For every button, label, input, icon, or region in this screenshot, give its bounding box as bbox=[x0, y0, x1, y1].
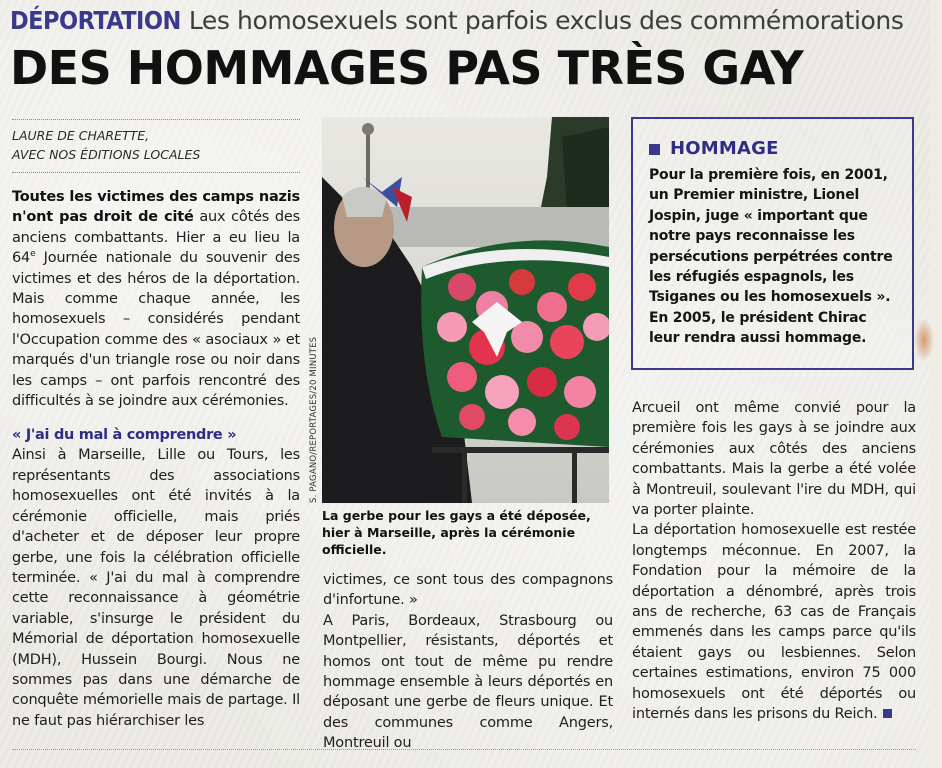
subhead: « J'ai du mal à comprendre » bbox=[12, 427, 237, 444]
square-bullet-icon bbox=[649, 144, 660, 155]
article-column-2 bbox=[323, 570, 613, 754]
photo-credit bbox=[309, 493, 319, 503]
sidebar-hommage bbox=[631, 117, 914, 370]
sidebar-body: Pour la première fois, en 2001, un Premier ministre, Lionel Jospin, juge « important que notre pays reconnaisse les persécutions perpétrées contre les réfugiés espagnols, les Tsiganes ou les homosexuels ». En 2005, le président Chirac leur rendra aussi hommage. bbox=[649, 167, 893, 347]
end-mark-icon bbox=[883, 709, 892, 718]
article-column-3 bbox=[632, 398, 916, 725]
byline-credit: AVEC NOS ÉDITIONS LOCALES bbox=[12, 147, 201, 162]
photo-caption: La gerbe pour les gays a été déposée, hier à Marseille, après la cérémonie officielle. bbox=[322, 508, 591, 557]
kicker-text: Les homosexuels sont parfois exclus des commémorations bbox=[188, 6, 904, 35]
paragraph-marseille: Ainsi à Marseille, Lille ou Tours, les représentants des associations homosexuelles ont été invités à la cérémonie officielle, mais priés d'acheter et de déposer leur propre gerbe, une fois la célébration officielle terminée. « J'ai du mal à comprendre cette reconnaissance à géométrie variable, s'insurge le président du Mémorial de déportation homosexuelle (MDH), Hussein Bourgi. Nous ne sommes pas dans une démarche de conquête mémorielle mais de partage. Il ne faut pas hiérarchiser les bbox=[12, 447, 300, 729]
kicker-section: DÉPORTATION bbox=[10, 6, 181, 35]
headline: DES HOMMAGES PAS TRÈS GAY bbox=[10, 41, 804, 95]
article-column-1 bbox=[12, 187, 300, 731]
kicker bbox=[10, 4, 910, 38]
sidebar-title-row bbox=[649, 139, 896, 159]
lead-paragraph bbox=[12, 187, 300, 411]
bottom-rule bbox=[12, 749, 916, 750]
lead-bold: Toutes les victimes des camps nazis n'ont pas droit de cité bbox=[12, 189, 300, 226]
byline-author: LAURE DE CHARETTE, bbox=[12, 128, 150, 143]
paragraph-paris: A Paris, Bordeaux, Strasbourg ou Montpellier, résistants, déportés et homos ont tout de même pu rendre hommage ensemble à leurs déportés en déposant une gerbe de fleurs unique. Et des communes comme Angers, Montreuil ou bbox=[323, 612, 613, 752]
lead-text-1: aux côtés des anciens combattants. Hier a eu lieu la 64 bbox=[12, 209, 300, 267]
paragraph-arcueil: Arcueil ont même convié pour la première fois les gays à se joindre aux cérémonies aux côtés des anciens combattants. Mais la gerbe a été volée à Montreuil, soulevant l'ire du MDH, qui va porter plainte. bbox=[632, 400, 916, 519]
paragraph-infortune: victimes, ce sont tous des compagnons d'infortune. » bbox=[323, 572, 613, 609]
byline bbox=[12, 119, 300, 173]
paragraph-deportation bbox=[632, 520, 916, 724]
lead-text-2: Journée nationale du souvenir des victimes et des héros de la déportation. Mais comme chaque année, les homosexuels – considérés pendant l'Occupation comme des « asociaux » et marqués d'un triangle rose ou noir dans les camps – ont parfois rencontré des difficultés à se joindre aux cérémonies. bbox=[12, 250, 300, 410]
lead-superscript: e bbox=[30, 249, 36, 260]
paper-stain bbox=[914, 318, 934, 362]
photo-illustration bbox=[322, 117, 609, 503]
sidebar-title: HOMMAGE bbox=[670, 138, 779, 159]
paragraph-deportation-text: La déportation homosexuelle est restée longtemps méconnue. En 2007, la Fondation pour la mémoire de la déportation a dénombré, après trois ans de recherche, 63 cas de Français emmenés dans les camps parce qu'ils étaient gays ou lesbiennes. Selon certaines estimations, environ 75 000 homosexuels ont été déportés ou internés dans les prisons du Reich. bbox=[632, 522, 916, 723]
photo-wreath-ceremony bbox=[322, 117, 609, 503]
